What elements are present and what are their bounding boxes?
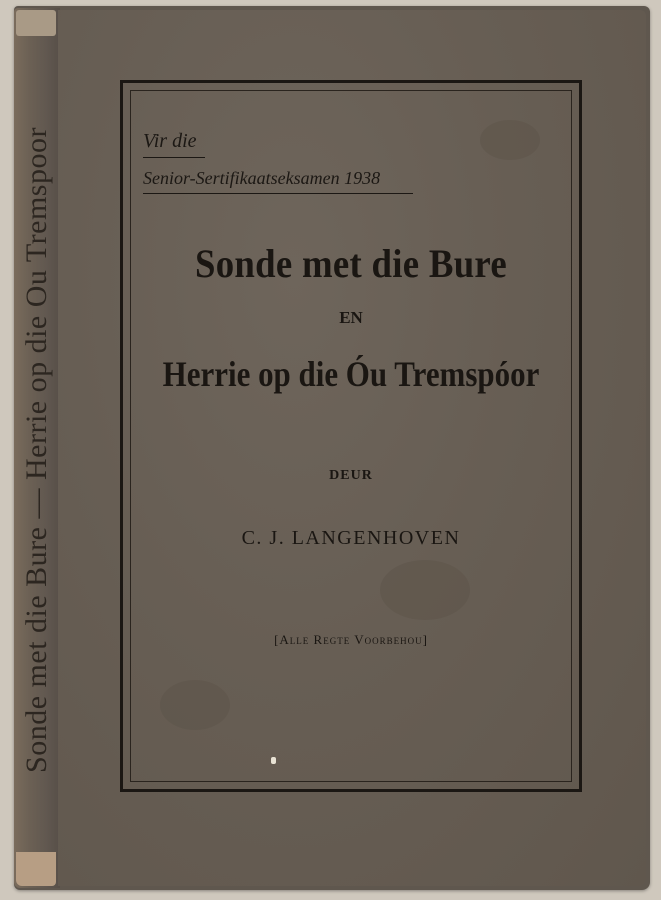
spine-wear-bottom	[16, 852, 56, 886]
author-name: C. J. LANGENHOVEN	[241, 527, 461, 549]
book-title-1: Sonde met die Bure	[195, 241, 507, 286]
by-line: DEUR	[329, 468, 373, 483]
underline-1	[143, 157, 205, 158]
cover-damage-spot	[271, 757, 276, 764]
exam-line-1: Vir die	[143, 130, 197, 152]
underline-2	[143, 193, 413, 194]
rights-notice: [Alle Regte Voorbehou]	[274, 632, 428, 647]
book-title-2: Herrie op die Óu Tremspóor	[162, 354, 540, 394]
spine-wear-top	[16, 10, 56, 36]
spine-title: Sonde met die Bure — Herrie op die Ou Tremspoor	[20, 127, 53, 773]
exam-line-2: Senior-Sertifikaatseksamen 1938	[143, 168, 381, 188]
title-conjunction: EN	[339, 308, 363, 327]
